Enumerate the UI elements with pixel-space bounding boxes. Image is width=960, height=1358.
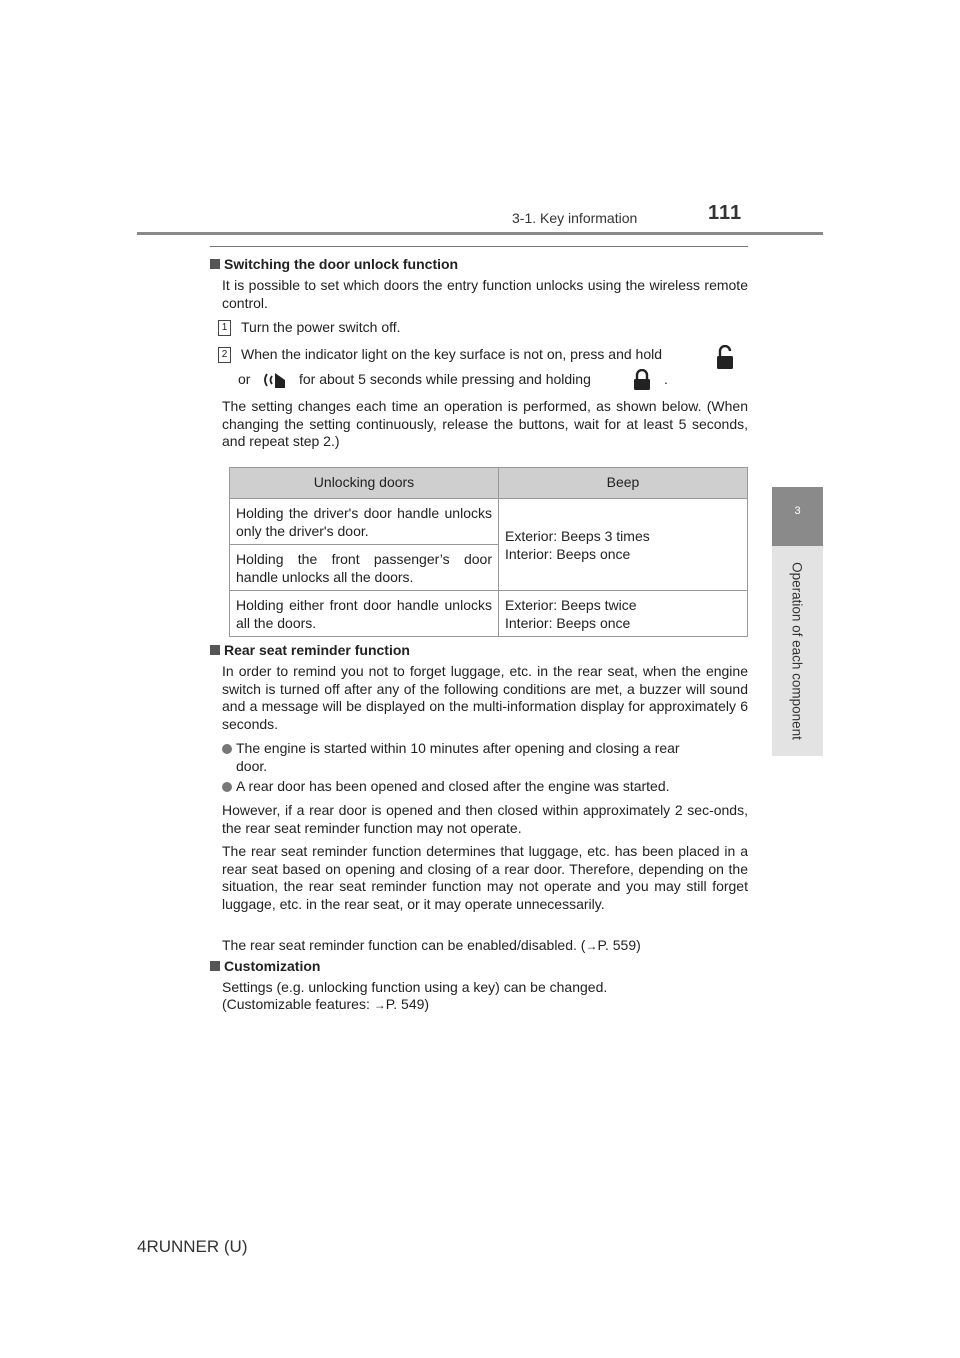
- table-cell-doors: Holding the front passenger’s door handle unlocks all the doors.: [230, 545, 499, 591]
- lock-icon: [632, 369, 652, 391]
- trunk-open-icon: [261, 370, 291, 390]
- page-reference-link[interactable]: P. 559: [597, 937, 637, 953]
- header-rule: [137, 232, 823, 235]
- bullet-icon: [222, 744, 232, 754]
- customization-heading: Customization: [210, 958, 320, 976]
- step-2-or: or: [238, 371, 251, 387]
- rear-seat-heading: Rear seat reminder function: [210, 642, 410, 660]
- unlock-description: The setting changes each time an operation is performed, as shown below. (When changing the setting continuously, release the buttons, wait for at least 5 seconds, and repeat step 2.): [222, 398, 748, 449]
- section-marker-icon: [210, 645, 220, 655]
- right-arrow-icon: →: [585, 939, 598, 953]
- step-text: Turn the power switch off.: [241, 319, 401, 335]
- table-cell-doors: Holding either front door handle unlocks all the doors.: [230, 591, 499, 637]
- chapter-tab: [772, 487, 823, 546]
- right-arrow-icon: →: [373, 998, 386, 1012]
- rear-seat-bullet-2: A rear door has been opened and closed after the engine was started.: [222, 778, 750, 796]
- step-2-end: .: [664, 371, 668, 387]
- rear-seat-para-2: The rear seat reminder function determines that luggage, etc. has been placed in a rear seat based on opening and closing of a rear door. Therefore, depending on the situation, the rear seat reminder function may not operate and you may still forget luggage, etc. in the rear seat, or it may operate unnecessarily.: [222, 843, 748, 912]
- customization-line-1: Settings (e.g. unlocking function using a key) can be changed.: [222, 979, 608, 995]
- table-cell-doors: Holding the driver's door handle unlocks only the driver's door.: [230, 499, 499, 545]
- step-2: [218, 346, 662, 364]
- page-reference-link[interactable]: P. 549: [385, 996, 425, 1012]
- rear-seat-intro: In order to remind you not to forget luggage, etc. in the rear seat, when the engine switch is turned off after any of the following conditions are met, a buzzer will sound and a message will be displayed on the multi-information display for approximately 6 seconds.: [222, 663, 748, 732]
- step-number: 2: [218, 347, 231, 363]
- section-title: 3-1. Key information: [512, 210, 638, 226]
- unlock-heading: Switching the door unlock function: [210, 256, 458, 274]
- bullet-icon: [222, 782, 232, 792]
- chapter-number: 3: [794, 505, 801, 517]
- table-row: [230, 499, 748, 545]
- column-header-doors: Unlocking doors: [230, 468, 499, 499]
- column-header-beep: Beep: [499, 468, 748, 499]
- rear-seat-para-1: However, if a rear door is opened and then closed within approximately 2 sec-onds, the rear seat reminder function may not operate.: [222, 802, 748, 836]
- table-header-row: [230, 468, 748, 499]
- unlock-icon: [714, 345, 736, 371]
- section-marker-icon: [210, 961, 220, 971]
- page-number: 111: [708, 202, 743, 224]
- unlock-intro: It is possible to set which doors the entry function unlocks using the wireless remote control.: [222, 277, 748, 311]
- table-cell-beep: Exterior: Beeps 3 times Interior: Beeps once: [499, 499, 748, 591]
- section-marker-icon: [210, 259, 220, 269]
- table-row: [230, 591, 748, 637]
- step-1: [218, 319, 401, 337]
- customization-line-2: (Customizable features: →P. 549): [222, 996, 430, 1012]
- rear-seat-bullet-1: The engine is started within 10 minutes after opening and closing a rear door.: [222, 740, 750, 775]
- step-text: When the indicator light on the key surface is not on, press and hold: [241, 346, 663, 362]
- unlock-settings-table: [229, 467, 748, 637]
- content-rule: [210, 246, 748, 247]
- rear-seat-para-3: The rear seat reminder function can be enabled/disabled. (→P. 559): [222, 937, 641, 953]
- chapter-title: Operation of each component: [789, 562, 805, 740]
- model-footer: 4RUNNER (U): [137, 1237, 248, 1256]
- step-number: 1: [218, 320, 231, 336]
- table-cell-beep: Exterior: Beeps twice Interior: Beeps once: [499, 591, 748, 637]
- step-2-text-2: for about 5 seconds while pressing and holding: [299, 371, 591, 387]
